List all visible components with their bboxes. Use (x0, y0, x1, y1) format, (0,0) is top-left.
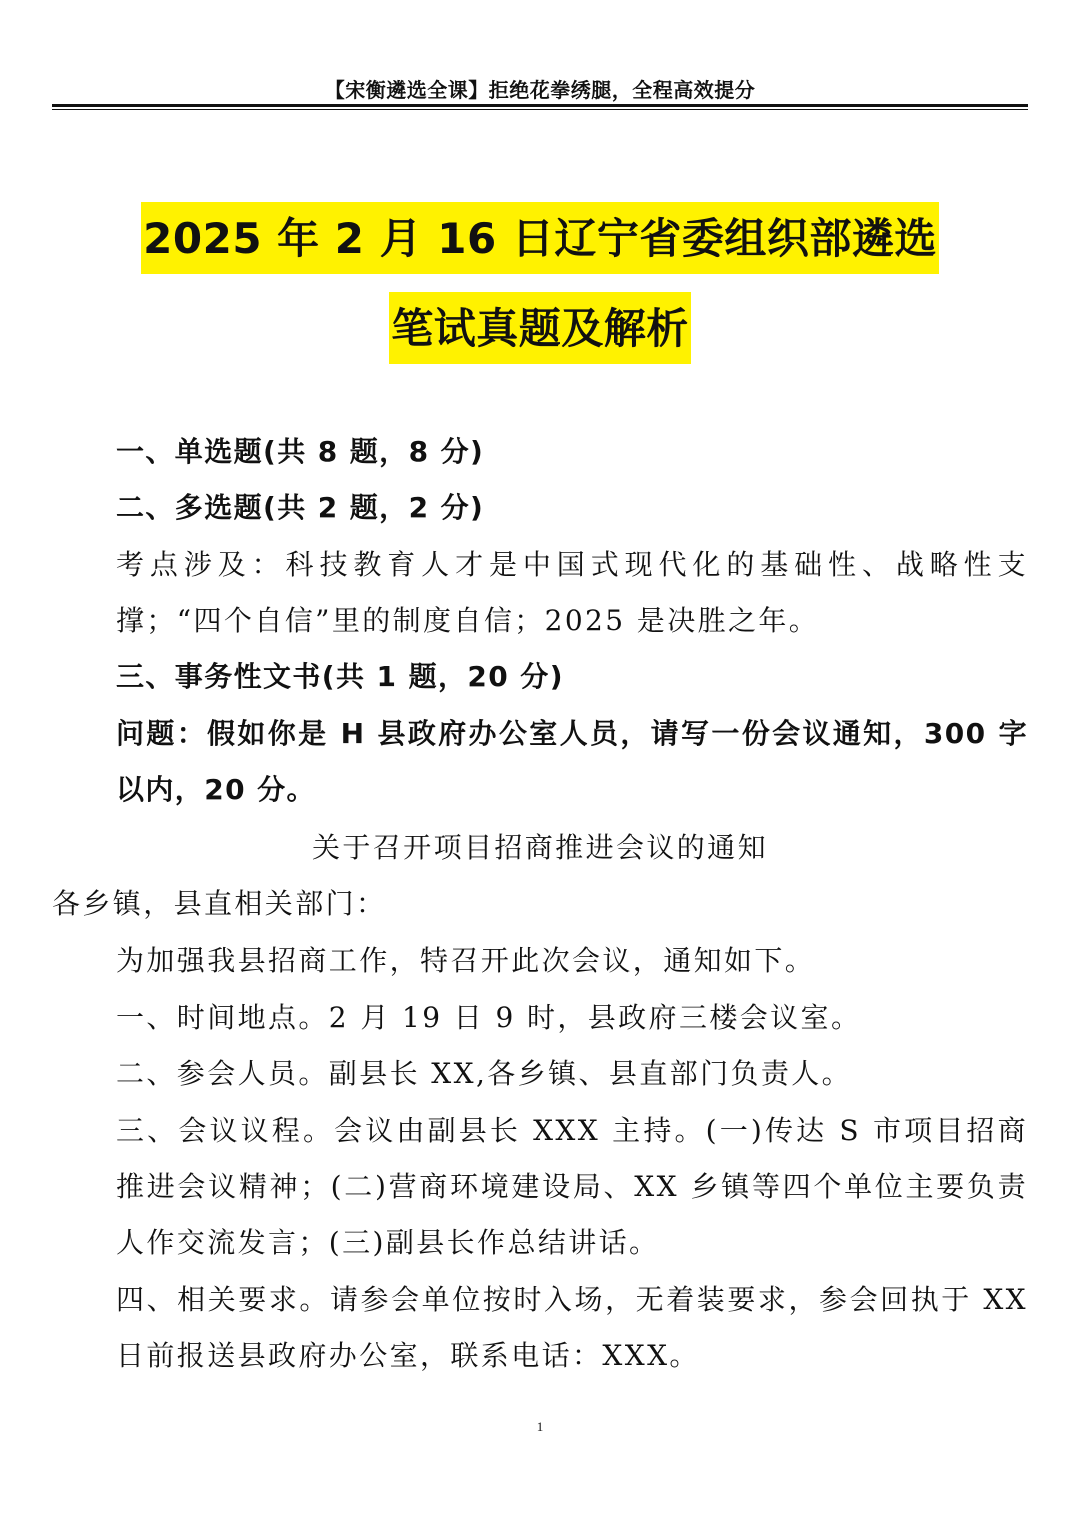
notice-item-requirements: 四、相关要求。请参会单位按时入场，无着装要求，参会回执于 XX 日前报送县政府办公室，联系电话：XXX。 (116, 1283, 1028, 1372)
notice-item-agenda: 三、会议议程。会议由副县长 XXX 主持。(一)传达 S 市项目招商推进会议精神；(二)营商环境建设局、XX 乡镇等四个单位主要负责人作交流发言；(三)副县长作总结讲话。 (116, 1114, 1028, 1259)
section-single-choice: 一、单选题(共 8 题，8 分) (116, 435, 485, 468)
document-header: 【宋衡遴选全课】拒绝花拳绣腿，全程高效提分 (324, 78, 756, 102)
question-paragraph: 问题：假如你是 H 县政府办公室人员，请写一份会议通知，300 字以内，20 分。 (116, 717, 1028, 806)
notice-item-attendees: 二、参会人员。副县长 XX,各乡镇、县直部门负责人。 (116, 1057, 853, 1090)
notice-item-time-location: 一、时间地点。2 月 19 日 9 时，县政府三楼会议室。 (116, 1001, 862, 1034)
notice-intro: 为加强我县招商工作，特召开此次会议，通知如下。 (116, 944, 816, 977)
section-multiple-choice: 二、多选题(共 2 题，2 分) (116, 491, 485, 524)
page-number: 1 (536, 1419, 544, 1434)
section-document-writing: 三、事务性文书(共 1 题，20 分) (116, 660, 564, 693)
page-title-line-2 (0, 292, 1080, 364)
title-highlight-2: 笔试真题及解析 (389, 292, 691, 364)
notice-recipients: 各乡镇，县直相关部门： (52, 887, 387, 920)
page-title-line-1 (0, 202, 1080, 274)
exam-points-paragraph: 考点涉及：科技教育人才是中国式现代化的基础性、战略性支撑；“四个自信”里的制度自信；2025 是决胜之年。 (116, 548, 1028, 637)
title-highlight-1: 2025 年 2 月 16 日辽宁省委组织部遴选 (141, 202, 939, 274)
notice-title: 关于召开项目招商推进会议的通知 (311, 831, 768, 864)
header-double-rule (52, 104, 1028, 110)
